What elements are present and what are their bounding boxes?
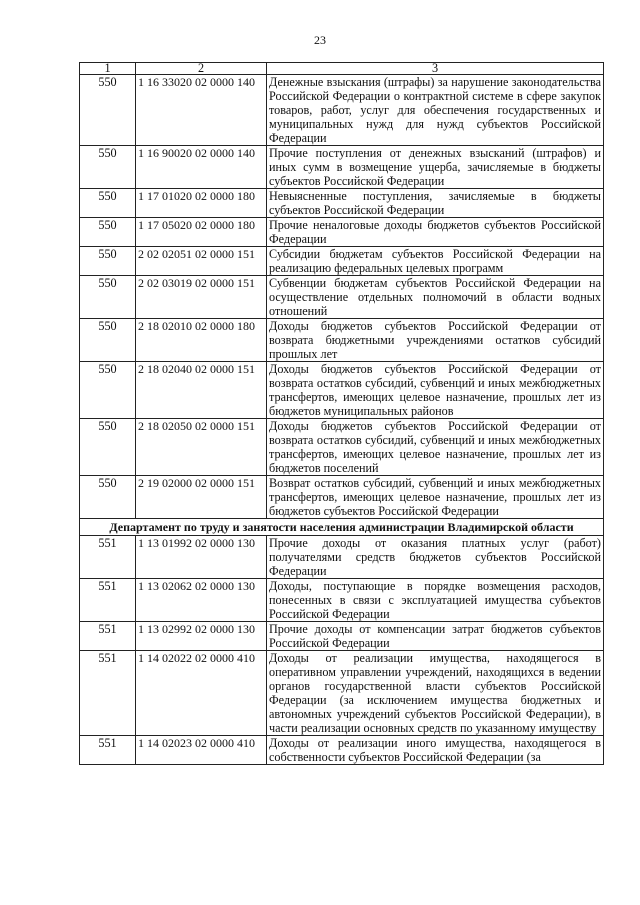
admin-code-cell: 550 [80, 247, 136, 276]
table-row [80, 146, 604, 189]
admin-code-cell: 551 [80, 536, 136, 579]
description-cell: Доходы, поступающие в порядке возмещения расходов, понесенных в связи с эксплуатацией имущества субъектов Российской Федерации [267, 579, 604, 622]
admin-code-cell: 550 [80, 75, 136, 146]
table-row [80, 476, 604, 519]
table-body-550 [80, 63, 604, 519]
table-row [80, 189, 604, 218]
table-row [80, 736, 604, 765]
description-cell: Доходы бюджетов субъектов Российской Федерации от возврата бюджетными учреждениями остатков субсидий прошлых лет [267, 319, 604, 362]
table-row [80, 651, 604, 736]
admin-code-cell: 550 [80, 146, 136, 189]
table-body-551 [80, 536, 604, 765]
description-cell: Возврат остатков субсидий, субвенций и иных межбюджетных трансфертов, имеющих целевое назначение, прошлых лет из бюджетов субъектов Российской Федерации [267, 476, 604, 519]
table-row [80, 419, 604, 476]
table-row [80, 622, 604, 651]
admin-code-cell: 551 [80, 651, 136, 736]
budget-code-cell: 1 16 33020 02 0000 140 [136, 75, 267, 146]
table-row [80, 536, 604, 579]
department-title: Департамент по труду и занятости населения администрации Владимирской области [80, 519, 604, 536]
budget-code-cell: 2 19 02000 02 0000 151 [136, 476, 267, 519]
budget-code-cell: 2 18 02050 02 0000 151 [136, 419, 267, 476]
budget-code-cell: 2 02 03019 02 0000 151 [136, 276, 267, 319]
department-section [80, 519, 604, 536]
description-cell: Доходы от реализации имущества, находящегося в оперативном управлении учреждений, находящихся в ведении органов государственной власти субъектов Российской Федерации (за исключением имущества бюджетных и автономных учреждений субъектов Российской Федерации), в части реализации основных средств по указанному имуществу [267, 651, 604, 736]
budget-code-cell: 1 13 02992 02 0000 130 [136, 622, 267, 651]
admin-code-cell: 551 [80, 736, 136, 765]
table-row [80, 247, 604, 276]
table-row [80, 362, 604, 419]
table-row [80, 75, 604, 146]
table-row [80, 218, 604, 247]
description-cell: Невыясненные поступления, зачисляемые в бюджеты субъектов Российской Федерации [267, 189, 604, 218]
table-header-row [80, 63, 604, 75]
admin-code-cell: 550 [80, 276, 136, 319]
budget-code-cell: 1 13 01992 02 0000 130 [136, 536, 267, 579]
description-cell: Субсидии бюджетам субъектов Российской Федерации на реализацию федеральных целевых программ [267, 247, 604, 276]
admin-code-cell: 550 [80, 362, 136, 419]
description-cell: Денежные взыскания (штрафы) за нарушение законодательства Российской Федерации о контрактной системе в сфере закупок товаров, работ, услуг для обеспечения государственных и муниципальных нужд для нужд субъектов Российской Федерации [267, 75, 604, 146]
description-cell: Прочие доходы от оказания платных услуг (работ) получателями средств бюджетов субъектов Российской Федерации [267, 536, 604, 579]
admin-code-cell: 550 [80, 419, 136, 476]
budget-code-cell: 1 17 01020 02 0000 180 [136, 189, 267, 218]
header-col-1: 1 [80, 63, 136, 75]
admin-code-cell: 550 [80, 189, 136, 218]
description-cell: Доходы бюджетов субъектов Российской Федерации от возврата остатков субсидий, субвенций и иных межбюджетных трансфертов, имеющих целевое назначение, прошлых лет из бюджетов муниципальных районов [267, 362, 604, 419]
admin-code-cell: 551 [80, 579, 136, 622]
page-number: 23 [314, 33, 326, 47]
admin-code-cell: 550 [80, 476, 136, 519]
table-row [80, 319, 604, 362]
admin-code-cell: 550 [80, 218, 136, 247]
budget-code-cell: 2 18 02010 02 0000 180 [136, 319, 267, 362]
department-row [80, 519, 604, 536]
budget-code-cell: 1 17 05020 02 0000 180 [136, 218, 267, 247]
table-row [80, 579, 604, 622]
budget-code-cell: 1 16 90020 02 0000 140 [136, 146, 267, 189]
table-row [80, 276, 604, 319]
budget-code-cell: 1 14 02022 02 0000 410 [136, 651, 267, 736]
description-cell: Доходы бюджетов субъектов Российской Федерации от возврата остатков субсидий, субвенций и иных межбюджетных трансфертов, имеющих целевое назначение, прошлых лет из бюджетов поселений [267, 419, 604, 476]
description-cell: Прочие неналоговые доходы бюджетов субъектов Российской Федерации [267, 218, 604, 247]
description-cell: Прочие поступления от денежных взысканий (штрафов) и иных сумм в возмещение ущерба, зачисляемые в бюджеты субъектов Российской Федерации [267, 146, 604, 189]
admin-code-cell: 551 [80, 622, 136, 651]
description-cell: Прочие доходы от компенсации затрат бюджетов субъектов Российской Федерации [267, 622, 604, 651]
header-col-3: 3 [267, 63, 604, 75]
description-cell: Доходы от реализации иного имущества, находящегося в собственности субъектов Российской Федерации (за [267, 736, 604, 765]
budget-code-cell: 1 13 02062 02 0000 130 [136, 579, 267, 622]
budget-code-cell: 2 18 02040 02 0000 151 [136, 362, 267, 419]
budget-code-cell: 1 14 02023 02 0000 410 [136, 736, 267, 765]
description-cell: Субвенции бюджетам субъектов Российской Федерации на осуществление отдельных полномочий в области водных отношений [267, 276, 604, 319]
revenue-codes-table [79, 62, 604, 765]
admin-code-cell: 550 [80, 319, 136, 362]
header-col-2: 2 [136, 63, 267, 75]
budget-code-cell: 2 02 02051 02 0000 151 [136, 247, 267, 276]
